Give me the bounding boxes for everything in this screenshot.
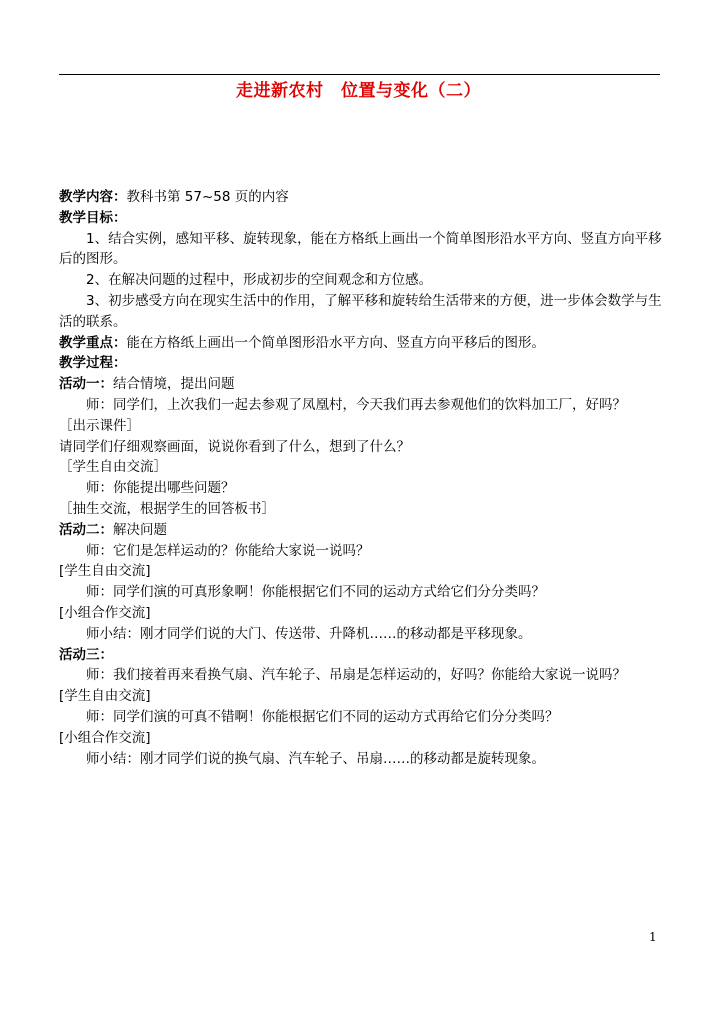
goal-item-2: 2、在解决问题的过程中，形成初步的空间观念和方位感。	[86, 272, 433, 289]
goal-item-1: 1、结合实例，感知平移、旋转现象，能在方格纸上画出一个简单图形沿水平方向、竖直方向平移后的图形。	[59, 230, 662, 268]
content-label: 教学内容：	[59, 189, 127, 205]
activity2-label: 活动二：	[59, 521, 113, 538]
activity2-line: [小组合作交流]	[59, 604, 151, 621]
activity3-line: 师小结：刚才同学们说的换气扇、汽车轮子、吊扇……的移动都是旋转现象。	[86, 750, 545, 767]
process-label: 教学过程：	[59, 355, 127, 372]
activity2-line: 师：同学们演的可真形象啊！你能根据它们不同的运动方式给它们分分类吗？	[86, 584, 545, 601]
activity3-line: 师：我们接着再来看换气扇、汽车轮子、吊扇是怎样运动的，好吗？你能给大家说一说吗？	[86, 667, 626, 684]
activity1-line: ［抽生交流，根据学生的回答板书］	[59, 500, 275, 517]
activity1-line: 师：你能提出哪些问题？	[86, 480, 235, 497]
activity1-label: 活动一：	[59, 376, 113, 393]
document-title: 走进新农村 位置与变化（二）	[236, 81, 481, 101]
header-rule	[59, 74, 660, 75]
activity1-line: ［学生自由交流］	[59, 459, 167, 476]
activity2-line: [学生自由交流]	[59, 563, 151, 580]
key-point-text: 能在方格纸上画出一个简单图形沿水平方向、竖直方向平移后的图形。	[126, 334, 545, 351]
page-number: 1	[649, 930, 657, 944]
activity2-heading	[59, 520, 671, 541]
activity3-line: [小组合作交流]	[59, 729, 151, 746]
activity1-title: 结合情境，提出问题	[113, 376, 235, 393]
activity1-heading	[59, 374, 671, 395]
goal-item-3: 3、初步感受方向在现实生活中的作用，了解平移和旋转给生活带来的方便，进一步体会数学与生活的联系。	[59, 292, 662, 330]
content-line	[59, 187, 671, 208]
activity3-line: 师：同学们演的可真不错啊！你能根据它们不同的运动方式再给它们分分类吗？	[86, 708, 559, 725]
activity2-line: 师小结：刚才同学们说的大门、传送带、升降机……的移动都是平移现象。	[86, 625, 532, 642]
goals-label: 教学目标：	[59, 209, 127, 226]
key-point-label: 教学重点：	[59, 334, 127, 351]
activity1-line: 师：同学们，上次我们一起去参观了凤凰村，今天我们再去参观他们的饮料加工厂，好吗？	[86, 396, 626, 413]
activity1-line: 请同学们仔细观察画面，说说你看到了什么，想到了什么？	[59, 438, 410, 455]
activity2-title: 解决问题	[113, 521, 167, 538]
activity3-line: [学生自由交流]	[59, 688, 151, 705]
document-body	[59, 187, 671, 769]
activity3-label: 活动三：	[59, 646, 113, 663]
content-text: 教科书第 57~58 页的内容	[126, 189, 289, 205]
activity2-line: 师：它们是怎样运动的？你能给大家说一说吗？	[86, 542, 370, 559]
key-point-line	[59, 333, 671, 354]
activity1-line: ［出示课件］	[59, 417, 140, 434]
